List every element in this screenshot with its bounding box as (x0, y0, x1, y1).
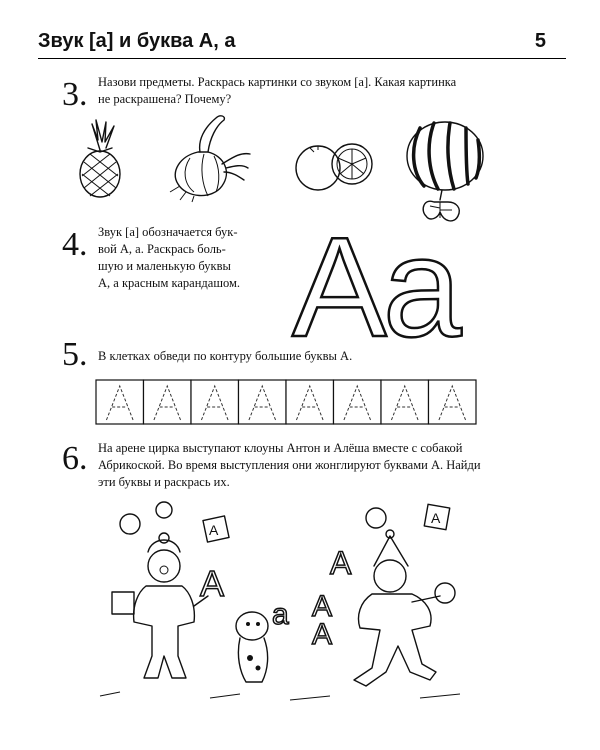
page-header (38, 30, 566, 59)
exercise-3-text (98, 74, 456, 108)
block-1-letter: A (209, 522, 219, 538)
page-title: Звук [а] и буква А, а (38, 30, 236, 52)
exercise-4-number: 4. (62, 226, 88, 263)
exercise-4-text (98, 224, 240, 292)
exercise-4-line-2: вой А, а. Раскрась боль- (98, 242, 226, 256)
exercise-4-line-1: Звук [а] обозначается бук- (98, 225, 238, 239)
orange-picture (290, 136, 380, 196)
page-number: 5 (534, 30, 546, 52)
scene-letter-4: A (312, 590, 333, 623)
letter-block-2 (424, 504, 449, 529)
circus-scene (90, 496, 490, 706)
exercise-6-line-1: На арене цирка выступают клоуны Антон и Алёша вместе с собакой (98, 441, 463, 455)
letter-block-1 (203, 516, 229, 542)
dog-abrikoska (236, 612, 268, 682)
bubble-1 (120, 514, 140, 534)
bubble-2 (156, 502, 172, 518)
exercise-5-number: 5. (62, 336, 88, 373)
exercise-6-text (98, 440, 481, 491)
exercise-5-line-1: В клетках обведи по контуру большие буквы А. (98, 349, 353, 363)
exercise-5-text (98, 348, 352, 365)
scene-letter-2: a (272, 598, 289, 631)
exercise-4-line-4: А, а красным карандашом. (98, 276, 240, 290)
ball (435, 583, 455, 603)
big-letters-outline (292, 208, 482, 367)
exercise-6-line-3: эти буквы и раскрась их. (98, 475, 230, 489)
onion-picture (160, 112, 260, 202)
scene-letter-1: A (200, 563, 225, 604)
pineapple-picture (70, 118, 130, 198)
exercise-3-line-2: не раскрашена? Почему? (98, 92, 232, 106)
block-2-letter: A (431, 510, 441, 526)
bubble-3 (366, 508, 386, 528)
big-letters-text: Aa (292, 208, 458, 367)
letter-cells-grid (96, 378, 476, 428)
exercise-6-number: 6. (62, 440, 88, 477)
exercise-3-line-1: Назови предметы. Раскрась картинки со звуком [а]. Какая картинка (98, 75, 457, 89)
scene-letter-5: A (312, 618, 333, 651)
exercise-3-number: 3. (62, 76, 88, 113)
exercise-4-line-3: шую и маленькую буквы (98, 259, 231, 273)
clown-alyosha (354, 530, 440, 686)
scene-letter-3: A (330, 545, 352, 581)
clown-anton (112, 533, 208, 678)
exercise-6-line-2: Абрикоской. Во время выступления они жонглируют буквами А. Найди (98, 458, 481, 472)
